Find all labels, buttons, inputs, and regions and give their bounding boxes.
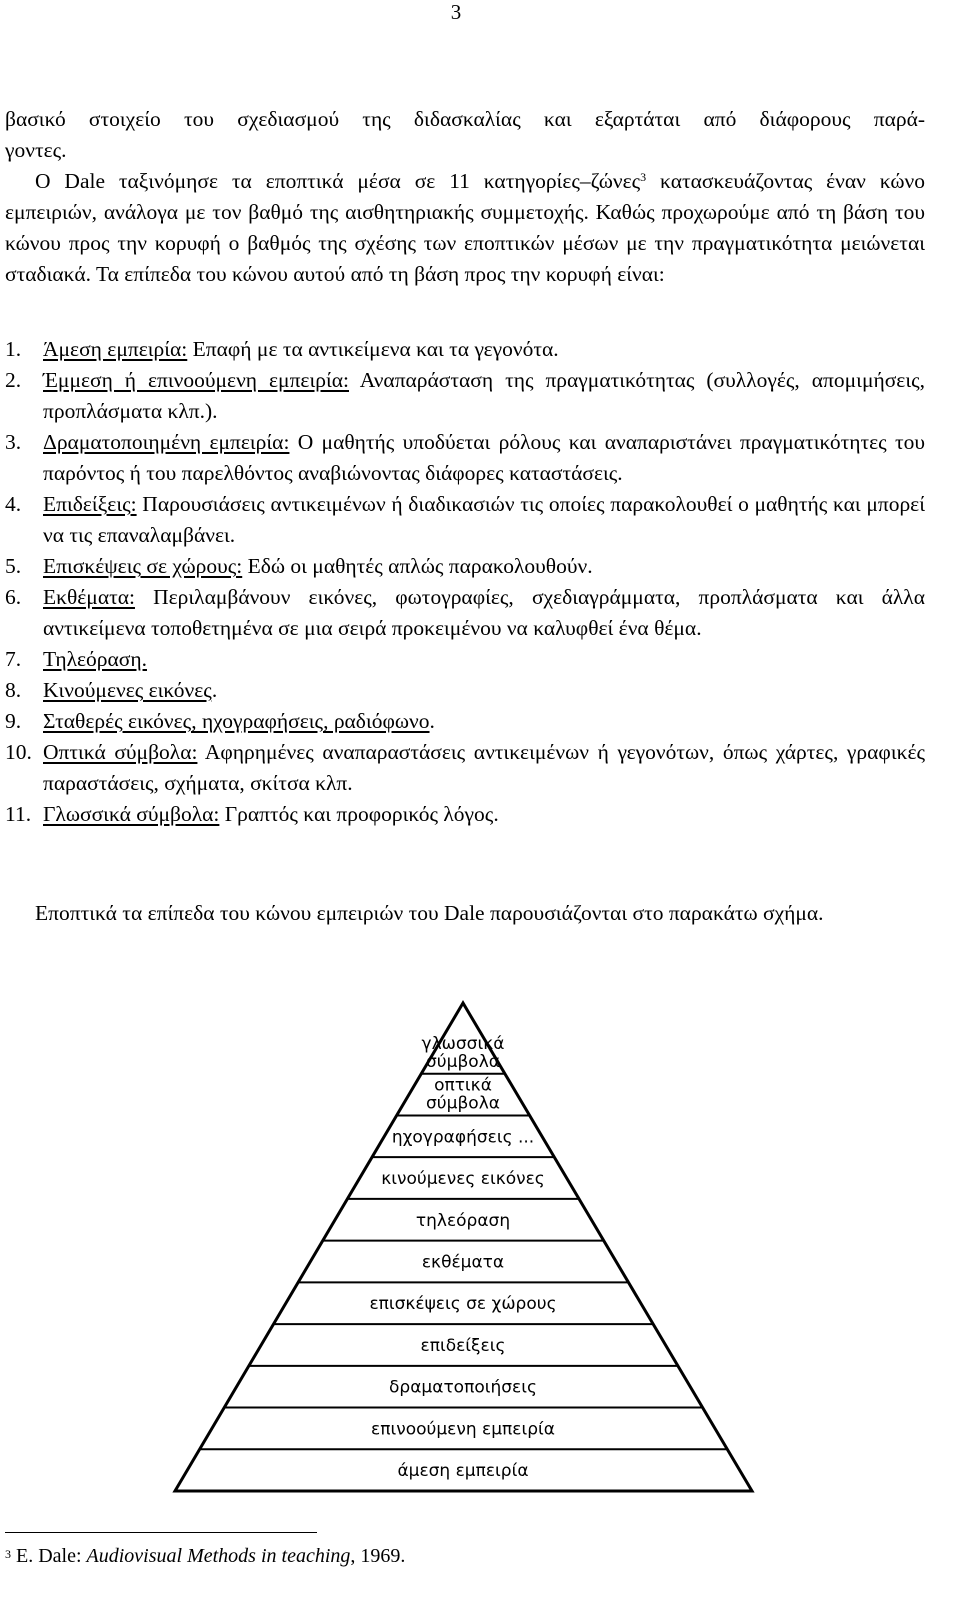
list-item-term: Τηλεόραση. xyxy=(43,647,147,671)
list-item-term: Επιδείξεις: xyxy=(43,492,137,516)
footnote xyxy=(5,1542,405,1570)
list-item-term: Έμμεση ή επινοούμενη εμπειρία: xyxy=(43,368,349,392)
list-item-term: Επισκέψεις σε χώρους: xyxy=(43,554,243,578)
pyramid-level-label: κινούμενες εικόνες xyxy=(381,1169,545,1190)
paragraph-1-line-2: γοντες. xyxy=(5,138,67,162)
list-item-description: Αφηρημένες αναπαραστάσεις αντικειμένων ή γεγονότων, όπως χάρτες, γραφικές παραστάσεις, σχήματα, σκίτσα κλπ. xyxy=(43,740,925,795)
pyramid-level-label: σύμβολα xyxy=(426,1051,500,1072)
list-item-description: Περιλαμβάνουν εικόνες, φωτογραφίες, σχεδιαγράμματα, προπλάσματα και άλλα αντικείμενα τοποθετημένα σε μια σειρά προκειμένου να καλυφθεί ένα θέμα. xyxy=(43,585,925,640)
list-item-description: Εδώ οι μαθητές απλώς παρακολουθούν. xyxy=(242,554,593,578)
list-item-term: Κινούμενες εικόνες xyxy=(43,678,212,702)
list-item-term: Εκθέματα: xyxy=(43,585,135,609)
pyramid-level-label: επινοούμενη εμπειρία xyxy=(371,1419,555,1440)
pyramid-level-label: σύμβολα xyxy=(426,1093,500,1114)
figure-caption: Εποπτικά τα επίπεδα του κώνου εμπειριών του Dale παρουσιάζονται στο παρακάτω σχήμα. xyxy=(35,901,824,925)
list-item-term: Δραματοποιημένη εμπειρία: xyxy=(43,430,290,454)
footnote-number: 3 xyxy=(5,1547,11,1561)
pyramid-level-label: ηχογραφήσεις ... xyxy=(391,1127,535,1148)
list-item-term: Άμεση εμπειρία: xyxy=(43,337,188,361)
list-item-number: 11. xyxy=(5,802,32,826)
pyramid-level-label: επισκέψεις σε χώρους xyxy=(369,1294,557,1315)
footnote-divider xyxy=(5,1532,317,1533)
pyramid-level-label: εκθέματα xyxy=(421,1252,505,1273)
list-item-term: Σταθερές εικόνες, ηχογραφήσεις, ραδιόφωνο xyxy=(43,709,430,733)
paragraph-2-part-1: Ο Dale ταξινόμησε τα εποπτικά μέσα σε 11 κατηγορίες–ζώνες xyxy=(35,169,641,193)
list-item-term: Γλωσσικά σύμβολα: xyxy=(43,802,220,826)
list-item-description: . xyxy=(429,709,435,733)
list-item-number: 10. xyxy=(5,740,32,764)
pyramid-level-label: επιδείξεις xyxy=(420,1335,506,1356)
footnote-year: , 1969. xyxy=(350,1545,406,1567)
list-item-number: 6. xyxy=(5,585,22,609)
list-item-number: 3. xyxy=(5,430,22,454)
list-item-term: Οπτικά σύμβολα: xyxy=(43,740,198,764)
list-item-description: Γραπτός και προφορικός λόγος. xyxy=(219,802,499,826)
page-number: 3 xyxy=(450,0,462,24)
list-item-number: 2. xyxy=(5,368,22,392)
list-item-number: 5. xyxy=(5,554,22,578)
footnote-ref: 3 xyxy=(640,170,647,184)
list-item-description: Αναπαράσταση της πραγματικότητας (συλλογές, απομιμήσεις, προπλάσματα κλπ.). xyxy=(43,368,926,423)
list-item-number: 8. xyxy=(5,678,22,702)
pyramid-level-label: άμεση εμπειρία xyxy=(397,1461,529,1482)
footnote-author: E. Dale: xyxy=(11,1545,87,1567)
paragraph-1-line-1: βασικό στοιχείο του σχεδιασμού της διδασκαλίας και εξαρτάται από διάφορους παρά- xyxy=(5,107,925,131)
list-item-number: 9. xyxy=(5,709,22,733)
pyramid-level-label: δραματοποιήσεις xyxy=(389,1377,537,1398)
list-item-description: Ο μαθητής υποδύεται ρόλους και αναπαριστάνει πραγματικότητες του παρόντος ή του παρελθόντος αναβιώνοντας διάφορες καταστάσεις. xyxy=(43,430,925,485)
pyramid-level-label: τηλεόραση xyxy=(415,1210,511,1231)
list-item-number: 4. xyxy=(5,492,22,516)
list-item-number: 1. xyxy=(5,337,22,361)
list-item-description: . xyxy=(211,678,218,702)
list-item-number: 7. xyxy=(5,647,22,671)
pyramid-level-label: οπτικά xyxy=(434,1075,492,1096)
footnote-title: Audiovisual Methods in teaching xyxy=(86,1545,351,1567)
pyramid-level-label: γλωσσικά xyxy=(421,1033,505,1054)
paragraph-2-part-2: κατασκευάζοντας έναν κώνο εμπειριών, ανάλογα με τον βαθμό της αισθητηριακής συμμετοχής. Καθώς προχωρούμε από τη βάση του κώνου προς την κορυφή ο βαθμός της σχέσης των εποπτικών μέσων με την πραγματικότητα μειώνεται σταδιακά. Τα επίπεδα του κώνου αυτού από τη βάση προς την κορυφή είναι: xyxy=(5,169,925,286)
list-item-description: Παρουσιάσεις αντικειμένων ή διαδικασιών τις οποίες παρακολουθεί ο μαθητής και μπορεί να τις επαναλαμβάνει. xyxy=(43,492,925,547)
list-item-description: Επαφή με τα αντικείμενα και τα γεγονότα. xyxy=(187,337,559,361)
